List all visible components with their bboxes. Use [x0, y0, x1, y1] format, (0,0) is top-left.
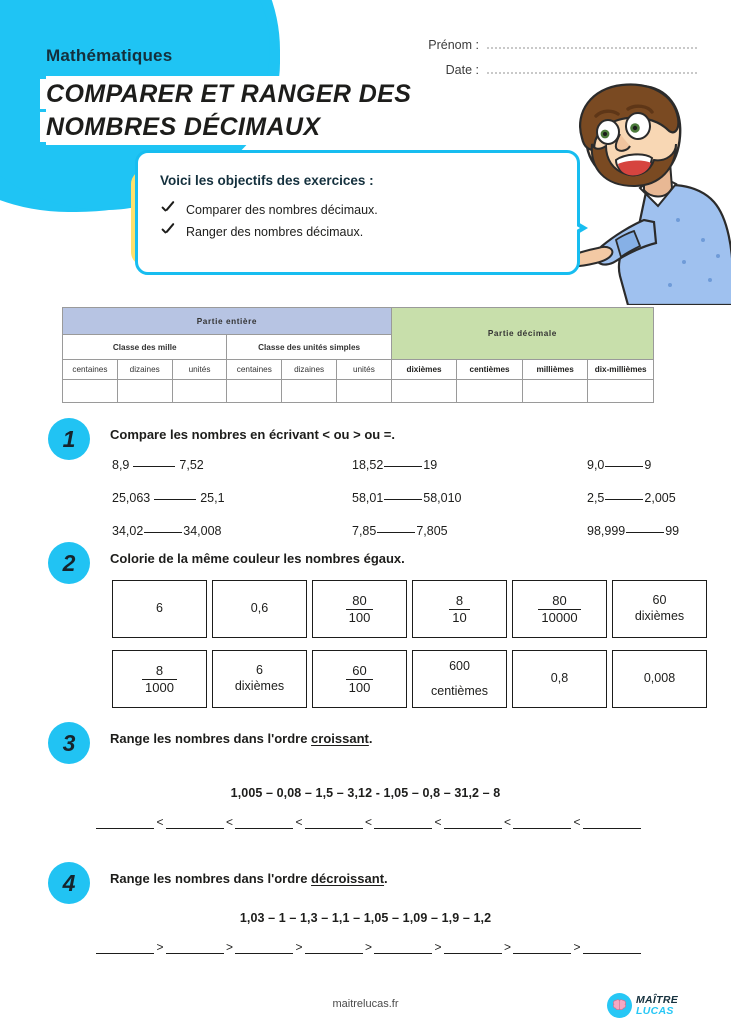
- compare-blank[interactable]: [144, 532, 182, 533]
- order-sign: >: [364, 940, 372, 954]
- instruction-prefix: Range les nombres dans l'ordre: [110, 731, 312, 746]
- compare-right: 9: [644, 458, 652, 472]
- compare-left: 7,85: [352, 524, 377, 538]
- objectives-bubble: [135, 150, 580, 275]
- unit-cell: centaines: [227, 360, 282, 380]
- number-box-value: 0,6: [250, 601, 269, 616]
- unit-cell: centaines: [63, 360, 118, 380]
- exercise-3-numbers: 1,005 – 0,08 – 1,5 – 3,12 - 1,05 – 0,8 – 31,2 – 8: [230, 786, 501, 800]
- fraction-numerator: 60: [352, 663, 367, 679]
- compare-blank[interactable]: [133, 466, 175, 467]
- exercise-4-answer-line: [96, 940, 641, 954]
- fraction-denominator: 1000: [142, 679, 177, 695]
- blank-cell[interactable]: [117, 380, 172, 403]
- number-box[interactable]: [212, 580, 307, 638]
- compare-left: 25,063: [112, 491, 151, 505]
- number-box[interactable]: [312, 580, 407, 638]
- unit-cell: dizaines: [117, 360, 172, 380]
- header-partie-entiere: Partie entière: [63, 308, 392, 335]
- fraction: [538, 593, 580, 625]
- prenom-input-line[interactable]: [487, 36, 697, 49]
- exercise-number-4: 4: [48, 862, 90, 904]
- unit-cell: unités: [336, 360, 391, 380]
- logo-wordmark: [636, 995, 678, 1016]
- fraction-denominator: 100: [346, 679, 374, 695]
- blank-cell[interactable]: [457, 380, 523, 403]
- answer-blank[interactable]: [235, 940, 293, 954]
- compare-pair[interactable]: [352, 458, 587, 472]
- answer-blank[interactable]: [235, 815, 293, 829]
- compare-left: 98,999: [587, 524, 626, 538]
- compare-right: 25,1: [200, 491, 225, 505]
- compare-pair[interactable]: [352, 491, 587, 505]
- objective-item: [160, 223, 555, 240]
- blank-cell[interactable]: [588, 380, 654, 403]
- exercise-4-numbers: 1,03 – 1 – 1,3 – 1,1 – 1,05 – 1,09 – 1,9 – 1,2: [239, 911, 492, 925]
- order-sign: <: [573, 815, 581, 829]
- exercise-instruction-2: Colorie de la même couleur les nombres égaux.: [110, 551, 405, 566]
- unit-cell: centièmes: [457, 360, 523, 380]
- exercise-instruction-1: Compare les nombres en écrivant < ou > ou =.: [110, 427, 396, 442]
- order-sign: >: [573, 940, 581, 954]
- header-classe-mille: Classe des mille: [63, 335, 227, 360]
- compare-pair[interactable]: [112, 458, 352, 472]
- number-box-line-1: 6: [256, 663, 263, 678]
- objective-item: [160, 201, 555, 218]
- fraction-denominator: 10000: [538, 609, 580, 625]
- compare-pair[interactable]: [587, 524, 712, 538]
- blank-cell[interactable]: [336, 380, 391, 403]
- compare-left: 9,0: [587, 458, 605, 472]
- compare-right: 7,52: [179, 458, 204, 472]
- date-input-line[interactable]: [487, 61, 697, 74]
- compare-right: 19: [423, 458, 438, 472]
- order-sign: <: [156, 815, 164, 829]
- teacher-illustration: [558, 80, 731, 305]
- compare-right: 58,010: [423, 491, 462, 505]
- answer-blank[interactable]: [513, 815, 571, 829]
- blank-cell[interactable]: [282, 380, 337, 403]
- compare-blank[interactable]: [384, 466, 422, 467]
- exercise-instruction-4: [110, 871, 388, 886]
- header-classe-unites: Classe des unités simples: [227, 335, 391, 360]
- number-box[interactable]: [612, 650, 707, 708]
- blank-cell[interactable]: [172, 380, 227, 403]
- compare-pair[interactable]: [112, 524, 352, 538]
- bubble-tail-fill: [563, 218, 580, 238]
- brain-icon: [607, 993, 632, 1018]
- footer-url[interactable]: maitrelucas.fr: [332, 998, 399, 1010]
- prenom-label: Prénom :: [428, 38, 479, 52]
- unit-cell: unités: [172, 360, 227, 380]
- compare-right: 7,805: [416, 524, 448, 538]
- fraction-numerator: 80: [352, 593, 367, 609]
- number-box[interactable]: [312, 650, 407, 708]
- fraction-numerator: 8: [455, 593, 464, 609]
- unit-cell: dizaines: [282, 360, 337, 380]
- order-sign: <: [503, 815, 511, 829]
- answer-blank[interactable]: [583, 815, 641, 829]
- number-box[interactable]: [212, 650, 307, 708]
- instruction-keyword: décroissant: [311, 871, 385, 886]
- fraction-denominator: 100: [346, 609, 374, 625]
- exercise-number-2: 2: [48, 542, 90, 584]
- blank-cell[interactable]: [227, 380, 282, 403]
- compare-left: 58,01: [352, 491, 384, 505]
- number-box[interactable]: [512, 650, 607, 708]
- subject-label: Mathématiques: [46, 46, 173, 65]
- page-title-line-2: NOMBRES DÉCIMAUX: [46, 113, 321, 141]
- compare-blank[interactable]: [384, 499, 422, 500]
- number-box-line-2: dixièmes: [634, 609, 685, 623]
- exercise-3-answer-line: [96, 815, 641, 829]
- order-sign: <: [364, 815, 372, 829]
- number-box[interactable]: [512, 580, 607, 638]
- compare-pair[interactable]: [587, 491, 712, 505]
- number-box-value: 6: [156, 601, 163, 616]
- date-row: [387, 61, 697, 77]
- order-sign: >: [295, 940, 303, 954]
- number-box-value: 0,8: [550, 671, 569, 686]
- exercise-number-3: 3: [48, 722, 90, 764]
- compare-left: 2,5: [587, 491, 605, 505]
- fraction: [346, 663, 374, 695]
- fraction: [142, 663, 177, 695]
- compare-pair[interactable]: [112, 491, 352, 505]
- number-box-line-2: centièmes: [431, 683, 488, 698]
- logo-word-lucas: LUCAS: [636, 1004, 674, 1017]
- exercise-2-row-2: [112, 650, 707, 708]
- objectives-intro: Voici les objectifs des exercices :: [160, 173, 374, 188]
- number-box-line-2: dixièmes: [234, 679, 285, 693]
- unit-cell: millièmes: [522, 360, 588, 380]
- header-partie-decimale: Partie décimale: [391, 308, 653, 360]
- compare-left: 8,9: [112, 458, 130, 472]
- compare-right: 34,008: [183, 524, 222, 538]
- page-title: [46, 78, 476, 144]
- answer-blank[interactable]: [305, 940, 363, 954]
- number-box[interactable]: [412, 650, 507, 708]
- compare-right: 99: [665, 524, 680, 538]
- compare-blank[interactable]: [605, 466, 643, 467]
- order-sign: >: [156, 940, 164, 954]
- order-sign: >: [225, 940, 233, 954]
- compare-pair[interactable]: [587, 458, 712, 472]
- unit-cell: dix-millièmes: [588, 360, 654, 380]
- answer-blank[interactable]: [166, 940, 224, 954]
- objective-text: Ranger des nombres décimaux.: [186, 224, 364, 239]
- number-box[interactable]: [612, 580, 707, 638]
- answer-blank[interactable]: [96, 815, 154, 829]
- number-box-line-1: 600: [449, 658, 470, 673]
- compare-blank[interactable]: [605, 499, 643, 500]
- compare-left: 18,52: [352, 458, 384, 472]
- brain-glyph: [611, 997, 628, 1014]
- number-box[interactable]: [112, 650, 207, 708]
- compare-blank[interactable]: [626, 532, 664, 533]
- answer-blank[interactable]: [166, 815, 224, 829]
- exercise-1-pairs: [112, 458, 712, 538]
- answer-blank[interactable]: [96, 940, 154, 954]
- order-sign: >: [434, 940, 442, 954]
- unit-cell: dixièmes: [391, 360, 457, 380]
- answer-blank[interactable]: [374, 815, 432, 829]
- number-box[interactable]: [112, 580, 207, 638]
- number-box-value: 0,008: [643, 671, 676, 686]
- objective-text: Comparer des nombres décimaux.: [186, 202, 378, 217]
- compare-pair[interactable]: [352, 524, 587, 538]
- table-row-units: [63, 360, 654, 380]
- exercise-number-1: 1: [48, 418, 90, 460]
- fraction: [346, 593, 374, 625]
- logo-word-maitre: MAÎTRE: [636, 994, 679, 1006]
- blank-cell[interactable]: [63, 380, 118, 403]
- blank-cell[interactable]: [391, 380, 457, 403]
- compare-blank[interactable]: [377, 532, 415, 533]
- student-identity-block: [387, 36, 697, 86]
- order-sign: <: [434, 815, 442, 829]
- exercise-instruction-3: [110, 731, 372, 746]
- order-sign: <: [225, 815, 233, 829]
- number-box[interactable]: [412, 580, 507, 638]
- answer-blank[interactable]: [305, 815, 363, 829]
- fraction-numerator: 80: [552, 593, 567, 609]
- table-row-groups: [63, 308, 654, 335]
- answer-blank[interactable]: [513, 940, 571, 954]
- prenom-row: [387, 36, 697, 52]
- instruction-suffix: .: [384, 871, 388, 886]
- instruction-suffix: .: [368, 731, 373, 746]
- check-icon: [160, 201, 177, 218]
- instruction-prefix: Range les nombres dans l'ordre: [110, 871, 312, 886]
- order-sign: >: [503, 940, 511, 954]
- fraction-denominator: 10: [449, 609, 469, 625]
- compare-left: 34,02: [112, 524, 144, 538]
- number-box-line-1: 60: [652, 593, 667, 608]
- date-label: Date :: [445, 63, 479, 77]
- answer-blank[interactable]: [583, 940, 641, 954]
- fraction-numerator: 8: [155, 663, 164, 679]
- fraction: [449, 593, 469, 625]
- check-icon: [160, 223, 177, 240]
- compare-right: 2,005: [644, 491, 676, 505]
- answer-blank[interactable]: [444, 940, 502, 954]
- answer-blank[interactable]: [444, 815, 502, 829]
- table-row-blank: [63, 380, 654, 403]
- order-sign: <: [295, 815, 303, 829]
- exercise-2-row-1: [112, 580, 707, 638]
- page-title-line-1: COMPARER ET RANGER DES: [46, 80, 412, 108]
- place-value-table: [62, 307, 654, 403]
- answer-blank[interactable]: [374, 940, 432, 954]
- compare-blank[interactable]: [154, 499, 196, 500]
- instruction-keyword: croissant: [311, 731, 369, 746]
- brand-logo: [607, 993, 678, 1018]
- blank-cell[interactable]: [522, 380, 588, 403]
